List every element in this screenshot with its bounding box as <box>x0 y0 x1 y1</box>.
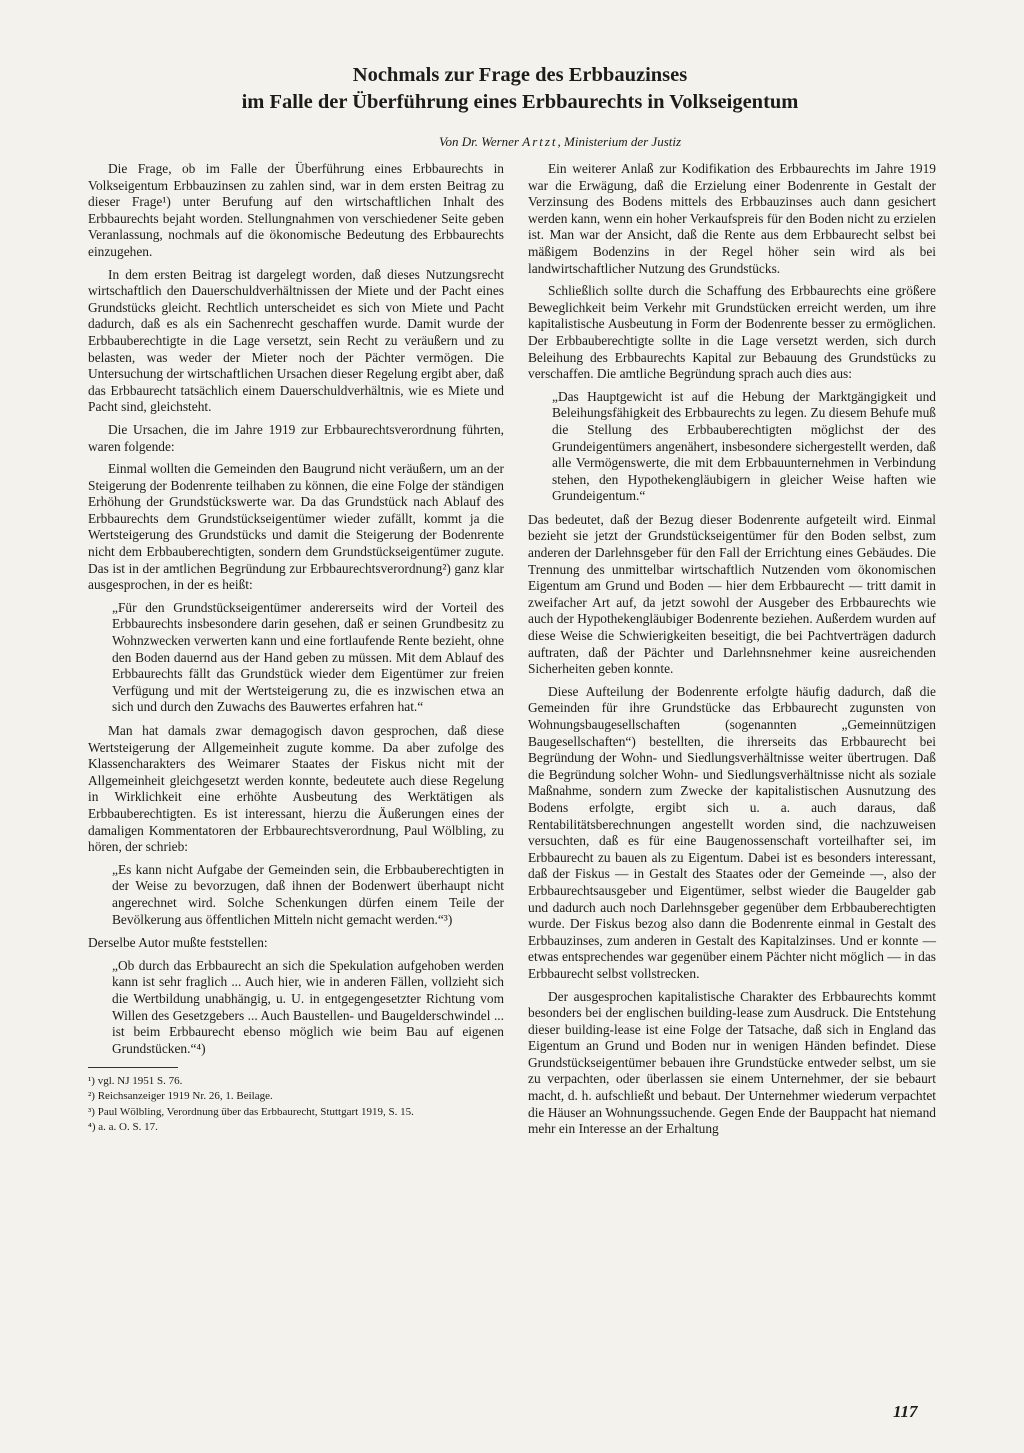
title-line-2: im Falle der Überführung eines Erbbaurechts in Volkseigentum <box>241 91 799 113</box>
block-quote: „Ob durch das Erbbaurecht an sich die Spekulation aufgehoben werden kann ist sehr fraglich ... Auch hier, wie in anderen Fällen, vollzieht sich die Wertbildung unabhängig, u. U. in entgegengesetzter Richtung vom Willen des Gesetzgebers ... Auch Baustellen- und Baugelderschwindel ... ist beim Erbbaurecht ebenso möglich wie beim Bau auf eigenen Grundstücken.“⁴) <box>112 957 504 1056</box>
byline <box>300 134 820 150</box>
paragraph: Man hat damals zwar demagogisch davon gesprochen, daß diese Wertsteigerung der Allgemeinheit zugute komme. Da aber zufolge des Klassencharakters des Weimarer Staates der Fiskus nicht mit der Allgemeinheit gleichgesetzt werden konnte, bedeutete auch diese Regelung in Wirklichkeit eine erhöhte Ausbeutung des Werktätigen als Erbbauberechtigten. Es ist interessant, hierzu die Äußerungen eines der damaligen Kommentatoren der Erbbaurechtsverordnung, Paul Wölbling, zu hören, der schrieb: <box>88 723 504 855</box>
page-number: 117 <box>893 1402 918 1421</box>
article-title <box>120 62 920 116</box>
footnote: ²) Reichsanzeiger 1919 Nr. 26, 1. Beilage. <box>88 1090 273 1103</box>
block-quote: „Es kann nicht Aufgabe der Gemeinden sein, die Erbbauberechtigten in der Weise zu bevorzugen, daß ihnen der Bodenwert überhaupt nicht angerechnet wird. Solche Schenkungen dürfen einem Teile der Bevölkerung aus öffentlichen Mitteln nicht gemacht werden.“³) <box>112 861 504 927</box>
paragraph: Schließlich sollte durch die Schaffung des Erbbaurechts eine größere Beweglichkeit beim Verkehr mit Grundstücken erreicht werden, um ihre kapitalistische Ausbeutung in Form der Bodenrente besser zu ermöglichen. Der Erbbauberechtigte sollte in die Lage versetzt werden, sich durch Beleihung des Erbbaurechts Kapital zur Bebauung des Grundstücks zu verschaffen. Die amtliche Begründung sprach auch dies aus: <box>528 283 936 382</box>
footnote: ¹) vgl. NJ 1951 S. 76. <box>88 1075 183 1088</box>
title-line-1: Nochmals zur Frage des Erbbauzinses <box>352 64 688 86</box>
paragraph: Einmal wollten die Gemeinden den Baugrund nicht veräußern, um an der Steigerung der Bodenrente teilhaben zu können, die eine Folge der ständigen Erhöhung der Grundstückswerte war. Da das Grundstück nach Ablauf des Erbbaurechts dem Grundstückseigentümer wieder zufällt, kommt ja die Wertsteigerung des Grundstücks und damit die Steigerung der Bodenrente nicht dem Erbbauberechtigten, sondern dem Grundstückseigentümer zugute. Das ist in der amtlichen Begründung zur Erbbaurechtsverordnung²) ganz klar ausgesprochen, in der es heißt: <box>88 461 504 593</box>
block-quote: „Für den Grundstückseigentümer andererseits wird der Vorteil des Erbbaurechts insbesondere darin gesehen, daß er seinen Grundbesitz zu Wohnzwecken verwerten kann und eine fortlaufende Rente bezieht, ohne den Boden dauernd aus der Hand geben zu müssen. Mit dem Ablauf des Erbbaurechts fällt das Grundstück wieder dem Eigentümer zur freien Verfügung und mit der Wertsteigerung zu, die es inzwischen etwa an sich und durch den Zuwachs des Bauwertes erfahren hat.“ <box>112 599 504 715</box>
paragraph: Die Frage, ob im Falle der Überführung eines Erbbaurechts in Volkseigentum Erbbauzinsen zu zahlen sind, war in dem ersten Beitrag zu dieser Frage¹) unter Berufung auf den wirtschaftlichen Inhalt des Erbbaurechts bejaht worden. Stellungnahmen von verschiedener Seite geben Veranlassung, nochmals auf die ökonomische Bedeutung des Erbbaurechts einzugehen. <box>88 161 504 259</box>
paragraph: In dem ersten Beitrag ist dargelegt worden, daß dieses Nutzungsrecht wirtschaftlich den Dauerschuldverhältnissen der Miete und der Pacht eines Grundstücks gleicht. Rechtlich unterscheidet es sich von Miete und Pacht dadurch, daß es als ein Sachenrecht geschaffen wurde. Damit wurde der Erbbauberechtigte in die Lage versetzt, sein Recht zu veräußern und zu belasten, was weder der Mieter noch der Pächter vermögen. Die Untersuchung der wirtschaftlichen Ursachen dieser Regelung ergibt aber, daß das Erbbaurecht tatsächlich einem Dauerschuldverhältnis, wie es Miete und Pacht sind, gleichsteht. <box>88 266 504 415</box>
paragraph: Die Ursachen, die im Jahre 1919 zur Erbbaurechtsverordnung führten, waren folgende: <box>88 421 504 454</box>
left-column <box>88 161 504 1135</box>
byline-suffix: , Ministerium der Justiz <box>557 134 682 149</box>
right-column <box>528 161 936 1144</box>
paragraph: Ein weiterer Anlaß zur Kodifikation des Erbbaurechts im Jahre 1919 war die Erwägung, daß die Erzielung einer Bodenrente in Gestalt der Verzinsung des Bodens mittels des Erbbauzinses auch dann gesichert werden kann, wenn ein hoher Verkaufspreis für den Boden nicht zu erzielen ist. Man war der Ansicht, daß die Rente aus dem Erbbaurecht selbst bei mäßigem Bodenzins in der Regel höher sein wird als bei landwirtschaftlicher Nutzung des Grundstücks. <box>528 161 936 276</box>
paragraph: Das bedeutet, daß der Bezug dieser Bodenrente aufgeteilt wird. Einmal bezieht sie jetzt der Grundstückseigentümer für den Boden selbst, zum anderen der Darlehnsgeber für den Fall der Errichtung eines Gebäudes. Die Trennung des unmittelbar wirtschaftlich Nutzenden vom ökonomischen Eigentum am Grund und Boden — hier dem Erbbaurecht — tritt damit in zweifacher Art auf, da jetzt sowohl der Ausgeber des Erbbaurechts wie auch der Hypothekengläubiger Bodenrente beziehen. Außerdem wurden auf diese Weise die Schwierigkeiten beseitigt, die bei Pachtverträgen dadurch auftraten, daß der Pächter und Darlehnsnehmer keine ausreichenden Sicherheiten geben konnte. <box>528 511 936 677</box>
paragraph: Derselbe Autor mußte feststellen: <box>88 935 268 951</box>
paragraph: Diese Aufteilung der Bodenrente erfolgte häufig dadurch, daß die Gemeinden für ihre Grundstücke das Erbbaurecht zugunsten von Wohnungsbaugesellschaften (sogenannten „Gemeinnützigen Baugesellschaften“) bestellten, die ihrerseits das Erbbaurecht bei Begründung der Wohn- und Siedlungsverhältnisse weiter übertrugen. Daß die Begründung solcher Wohn- und Siedlungsverhältnisse nicht als soziale Maßnahme, sondern zum Zwecke der kapitalistischen Ausnutzung des Bodens erfolgte, ergibt sich u. a. auch daraus, daß Rentabilitätsberechnungen angestellt worden sind, die nachzuweisen versuchten, daß es für eine Baugenossenschaft vorteilhafter sei, im Erbbaurecht zu bauen als zu Eigentum. Dabei ist es besonders interessant, daß der Fiskus — in Gestalt des Staates oder der Gemeinde —, also der Erbbaurechtsausgeber und Eigentümer, selbst wieder die Baugelder gab und dadurch auch noch Darlehnsgeber gegenüber dem Erbbauberechtigten wurde. Der Fiskus bezog also dann die Bodenrente einmal in Gestalt des Erbbauzinses, zum anderen in Gestalt des Kapitalzinses. Und er konnte — etwas entsprechendes war gegenüber einem Pächter nicht möglich — in das Erbbaurecht selbst vollstrecken. <box>528 683 936 981</box>
paragraph: Der ausgesprochen kapitalistische Charakter des Erbbaurechts kommt besonders bei der englischen building-lease zum Ausdruck. Die Entstehung dieser building-lease ist eine Folge der Tatsache, daß sich in England das Eigentum an Grund und Boden nur in wenigen Händen befindet. Diese Grundstückseigentümer bebauen ihre Grundstücke entweder selbst, um sie zu verpachten, oder überlassen sie einem Unternehmer, der sie bebaurt macht, d. h. aufschließt und bebaut. Der Unternehmer wiederum verpachtet die Häuser an Wohnungssuchende. Gegen Ende der Bauppacht hat niemand mehr ein Interesse an der Erhaltung <box>528 988 936 1137</box>
footnote-rule <box>88 1067 178 1068</box>
block-quote: „Das Hauptgewicht ist auf die Hebung der Marktgängigkeit und Beleihungsfähigkeit des Erbbaurechts zu legen. Zu diesem Behufe muß die Stellung des Erbbauberechtigten möglichst der des Grundeigentümers angenähert, insbesondere sichergestellt werden, daß alle Vermögenswerte, die mit dem Erbbauunternehmen in Verbindung stehen, den Hypothekengläubigern in gleicher Weise haften wie Grundeigentum.“ <box>552 388 936 504</box>
footnote: ⁴) a. a. O. S. 17. <box>88 1120 158 1133</box>
author-name: Artzt <box>522 134 558 149</box>
footnote: ³) Paul Wölbling, Verordnung über das Erbbaurecht, Stuttgart 1919, S. 15. <box>88 1105 414 1118</box>
byline-prefix: Von Dr. Werner <box>438 134 519 149</box>
